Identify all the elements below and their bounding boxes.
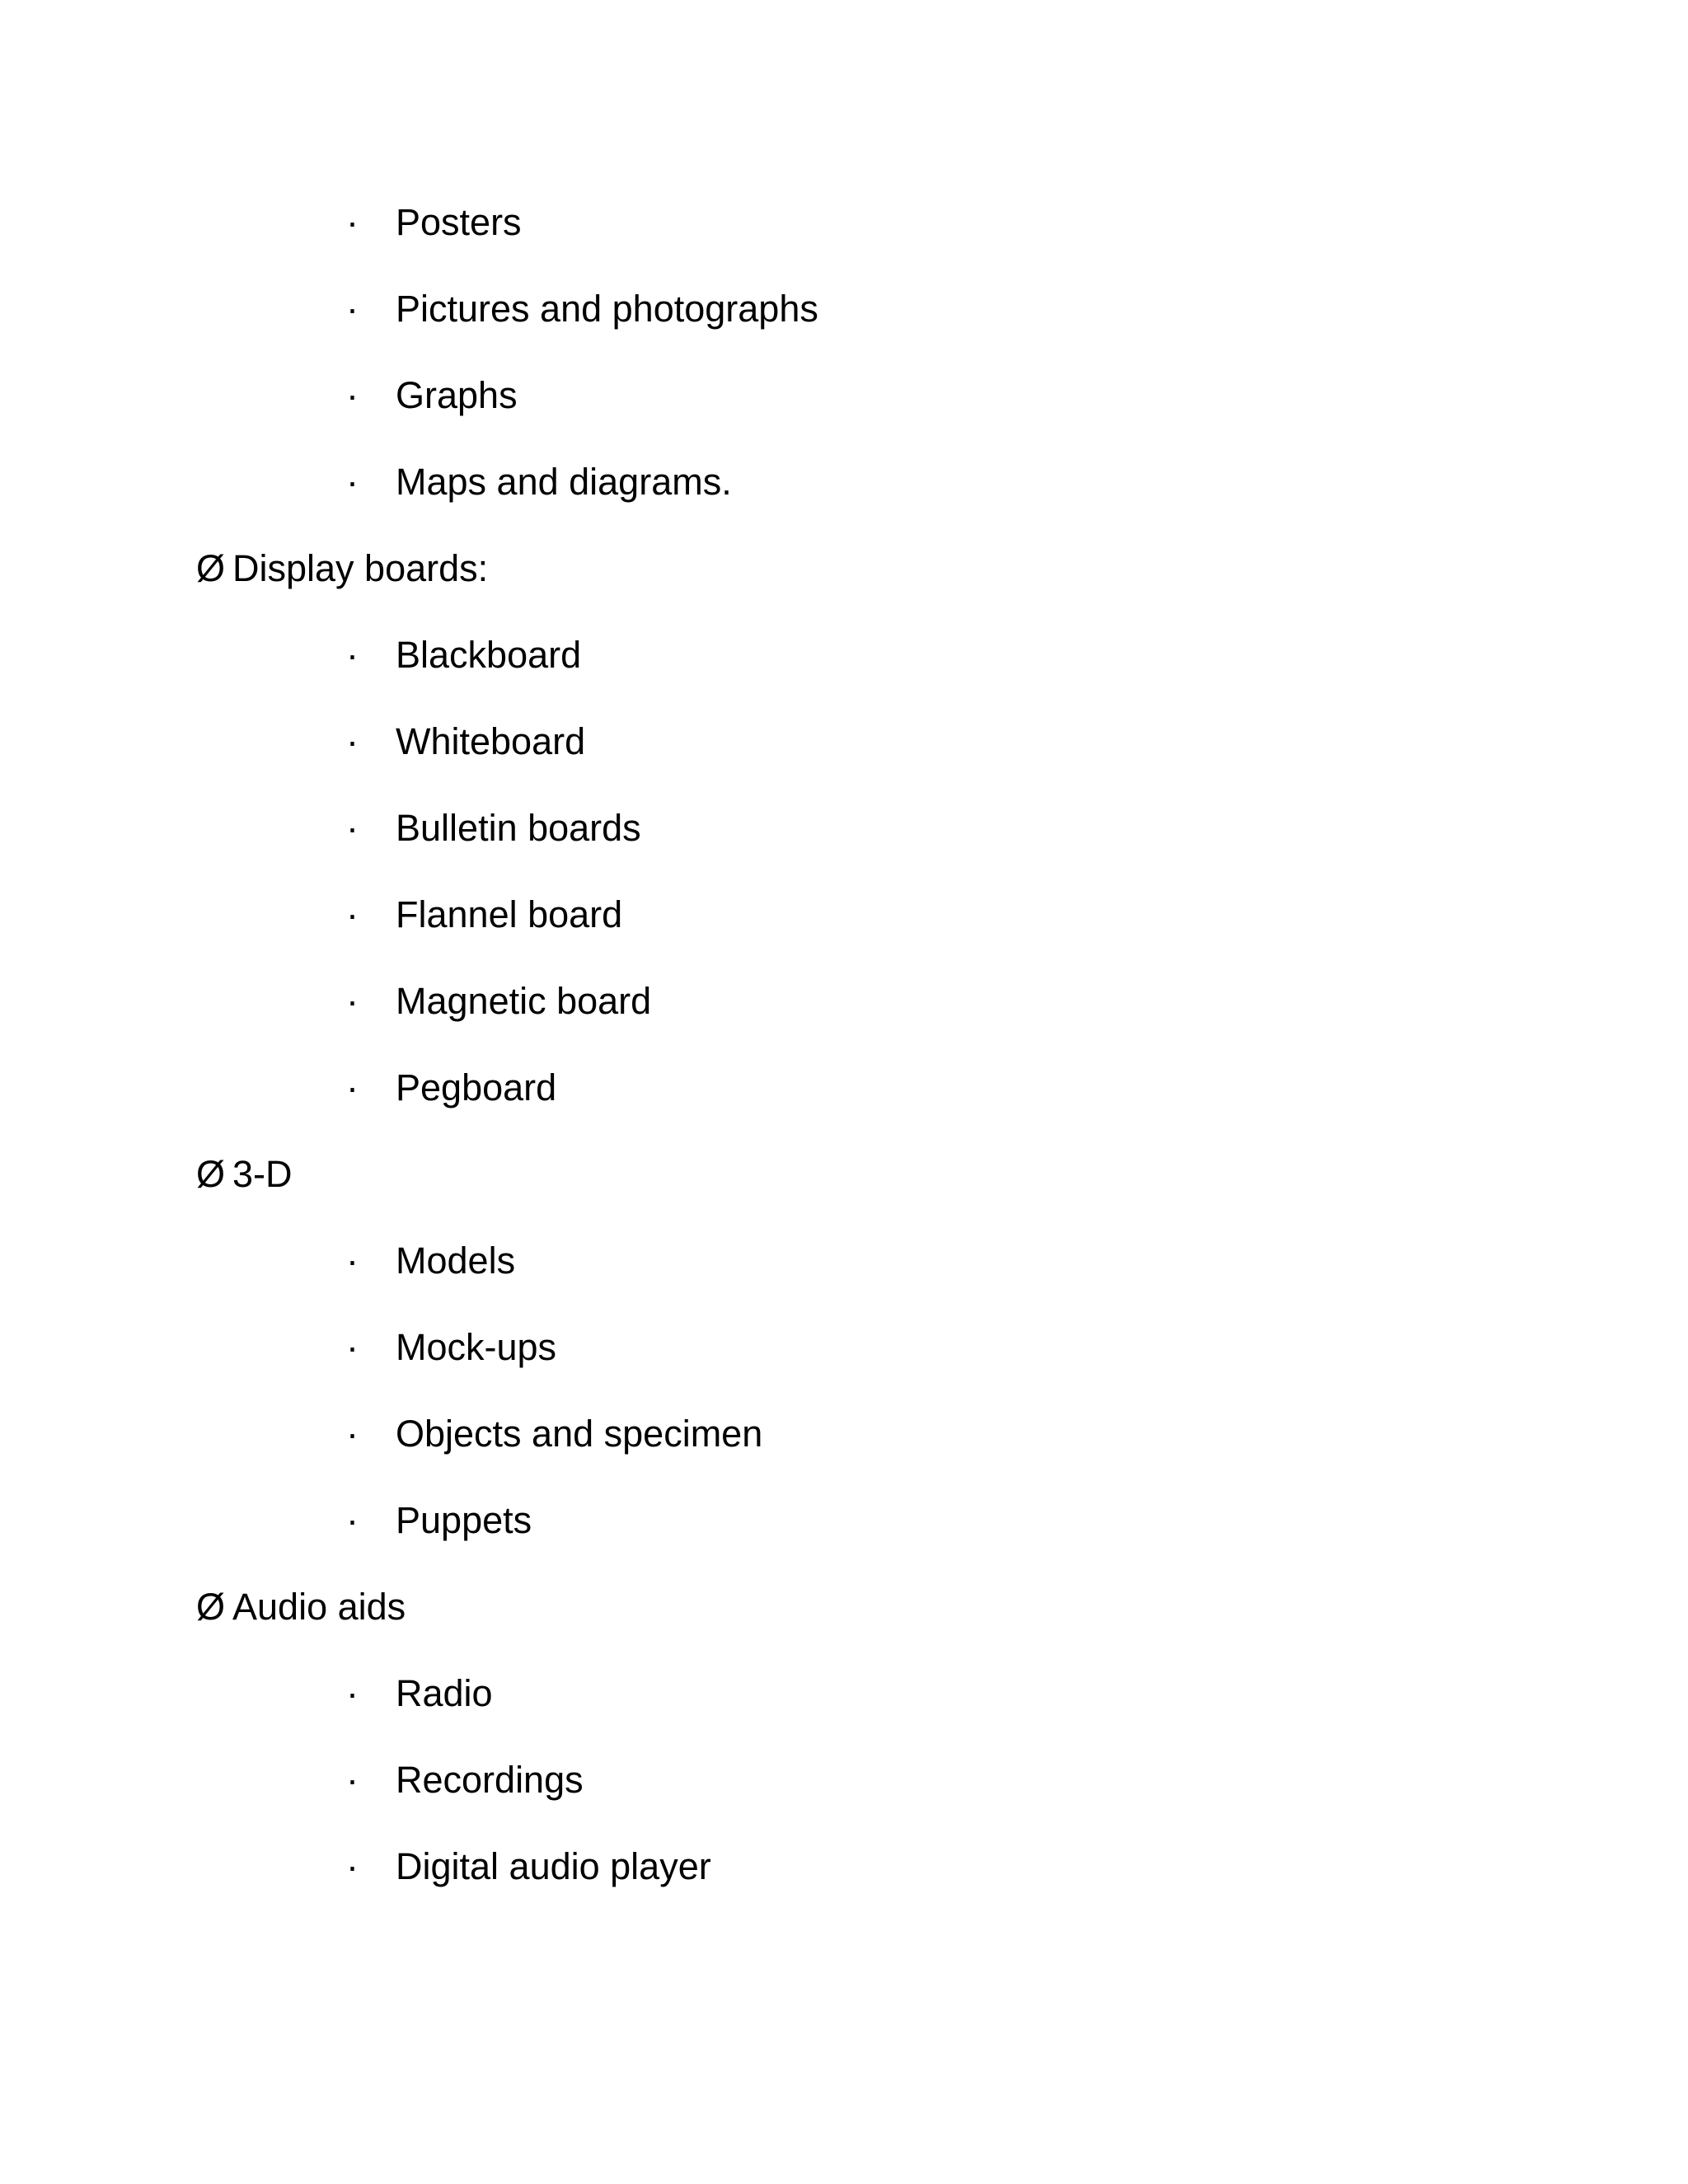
- list-item: [0, 1055, 1688, 1141]
- list-item: [0, 795, 1688, 882]
- list-item-text: Posters: [396, 201, 522, 243]
- section-heading-text: Display boards:: [232, 547, 489, 589]
- list-item-text: Magnetic board: [396, 980, 652, 1022]
- list-item-text: Maps and diagrams.: [396, 461, 732, 503]
- list-item-text: Graphs: [396, 374, 518, 416]
- list-item: [0, 276, 1688, 363]
- bullet-marker: ·: [346, 720, 359, 762]
- list-item-text: Objects and specimen: [396, 1413, 763, 1455]
- list-item-text: Radio: [396, 1672, 493, 1714]
- list-item-text: Bulletin boards: [396, 807, 641, 849]
- bullet-marker: ·: [346, 1240, 359, 1282]
- bullet-marker: ·: [346, 461, 359, 503]
- list-item-text: Whiteboard: [396, 720, 586, 762]
- list-item-text: Flannel board: [396, 893, 623, 935]
- section-heading: [0, 1574, 1688, 1661]
- bullet-marker: ·: [346, 201, 359, 243]
- list-item: [0, 1315, 1688, 1401]
- bullet-marker: ·: [346, 1066, 359, 1108]
- list-item: [0, 709, 1688, 795]
- arrow-bullet-icon: Ø: [196, 1586, 226, 1628]
- bullet-marker: ·: [346, 288, 359, 330]
- section-heading-text: 3-D: [232, 1153, 293, 1195]
- list-item: [0, 1488, 1688, 1574]
- list-item-text: Mock-ups: [396, 1326, 557, 1368]
- list-item: [0, 1661, 1688, 1747]
- list-item: [0, 363, 1688, 449]
- list-item: [0, 1401, 1688, 1488]
- list-item-text: Blackboard: [396, 634, 582, 676]
- list-item: [0, 1228, 1688, 1315]
- bullet-marker: ·: [346, 1413, 359, 1455]
- list-item-text: Models: [396, 1240, 516, 1282]
- bullet-marker: ·: [346, 893, 359, 935]
- list-item-text: Recordings: [396, 1759, 584, 1801]
- list-item: [0, 622, 1688, 709]
- bullet-marker: ·: [346, 1672, 359, 1714]
- bullet-marker: ·: [346, 634, 359, 676]
- document-content: [0, 190, 1688, 1920]
- bullet-marker: ·: [346, 807, 359, 849]
- arrow-bullet-icon: Ø: [196, 1153, 226, 1195]
- section-heading-text: Audio aids: [232, 1586, 406, 1628]
- list-item: [0, 968, 1688, 1055]
- list-item: [0, 882, 1688, 968]
- bullet-marker: ·: [346, 374, 359, 416]
- list-item-text: Pegboard: [396, 1066, 557, 1108]
- arrow-bullet-icon: Ø: [196, 547, 226, 589]
- bullet-marker: ·: [346, 1499, 359, 1541]
- bullet-marker: ·: [346, 980, 359, 1022]
- list-item-text: Digital audio player: [396, 1845, 711, 1887]
- bullet-marker: ·: [346, 1326, 359, 1368]
- bullet-marker: ·: [346, 1759, 359, 1801]
- list-item: [0, 1834, 1688, 1920]
- list-item-text: Puppets: [396, 1499, 532, 1541]
- section-heading: [0, 536, 1688, 622]
- list-item: [0, 190, 1688, 276]
- list-item: [0, 1747, 1688, 1834]
- bullet-marker: ·: [346, 1845, 359, 1887]
- section-heading: [0, 1141, 1688, 1228]
- list-item-text: Pictures and photographs: [396, 288, 818, 330]
- list-item: [0, 449, 1688, 536]
